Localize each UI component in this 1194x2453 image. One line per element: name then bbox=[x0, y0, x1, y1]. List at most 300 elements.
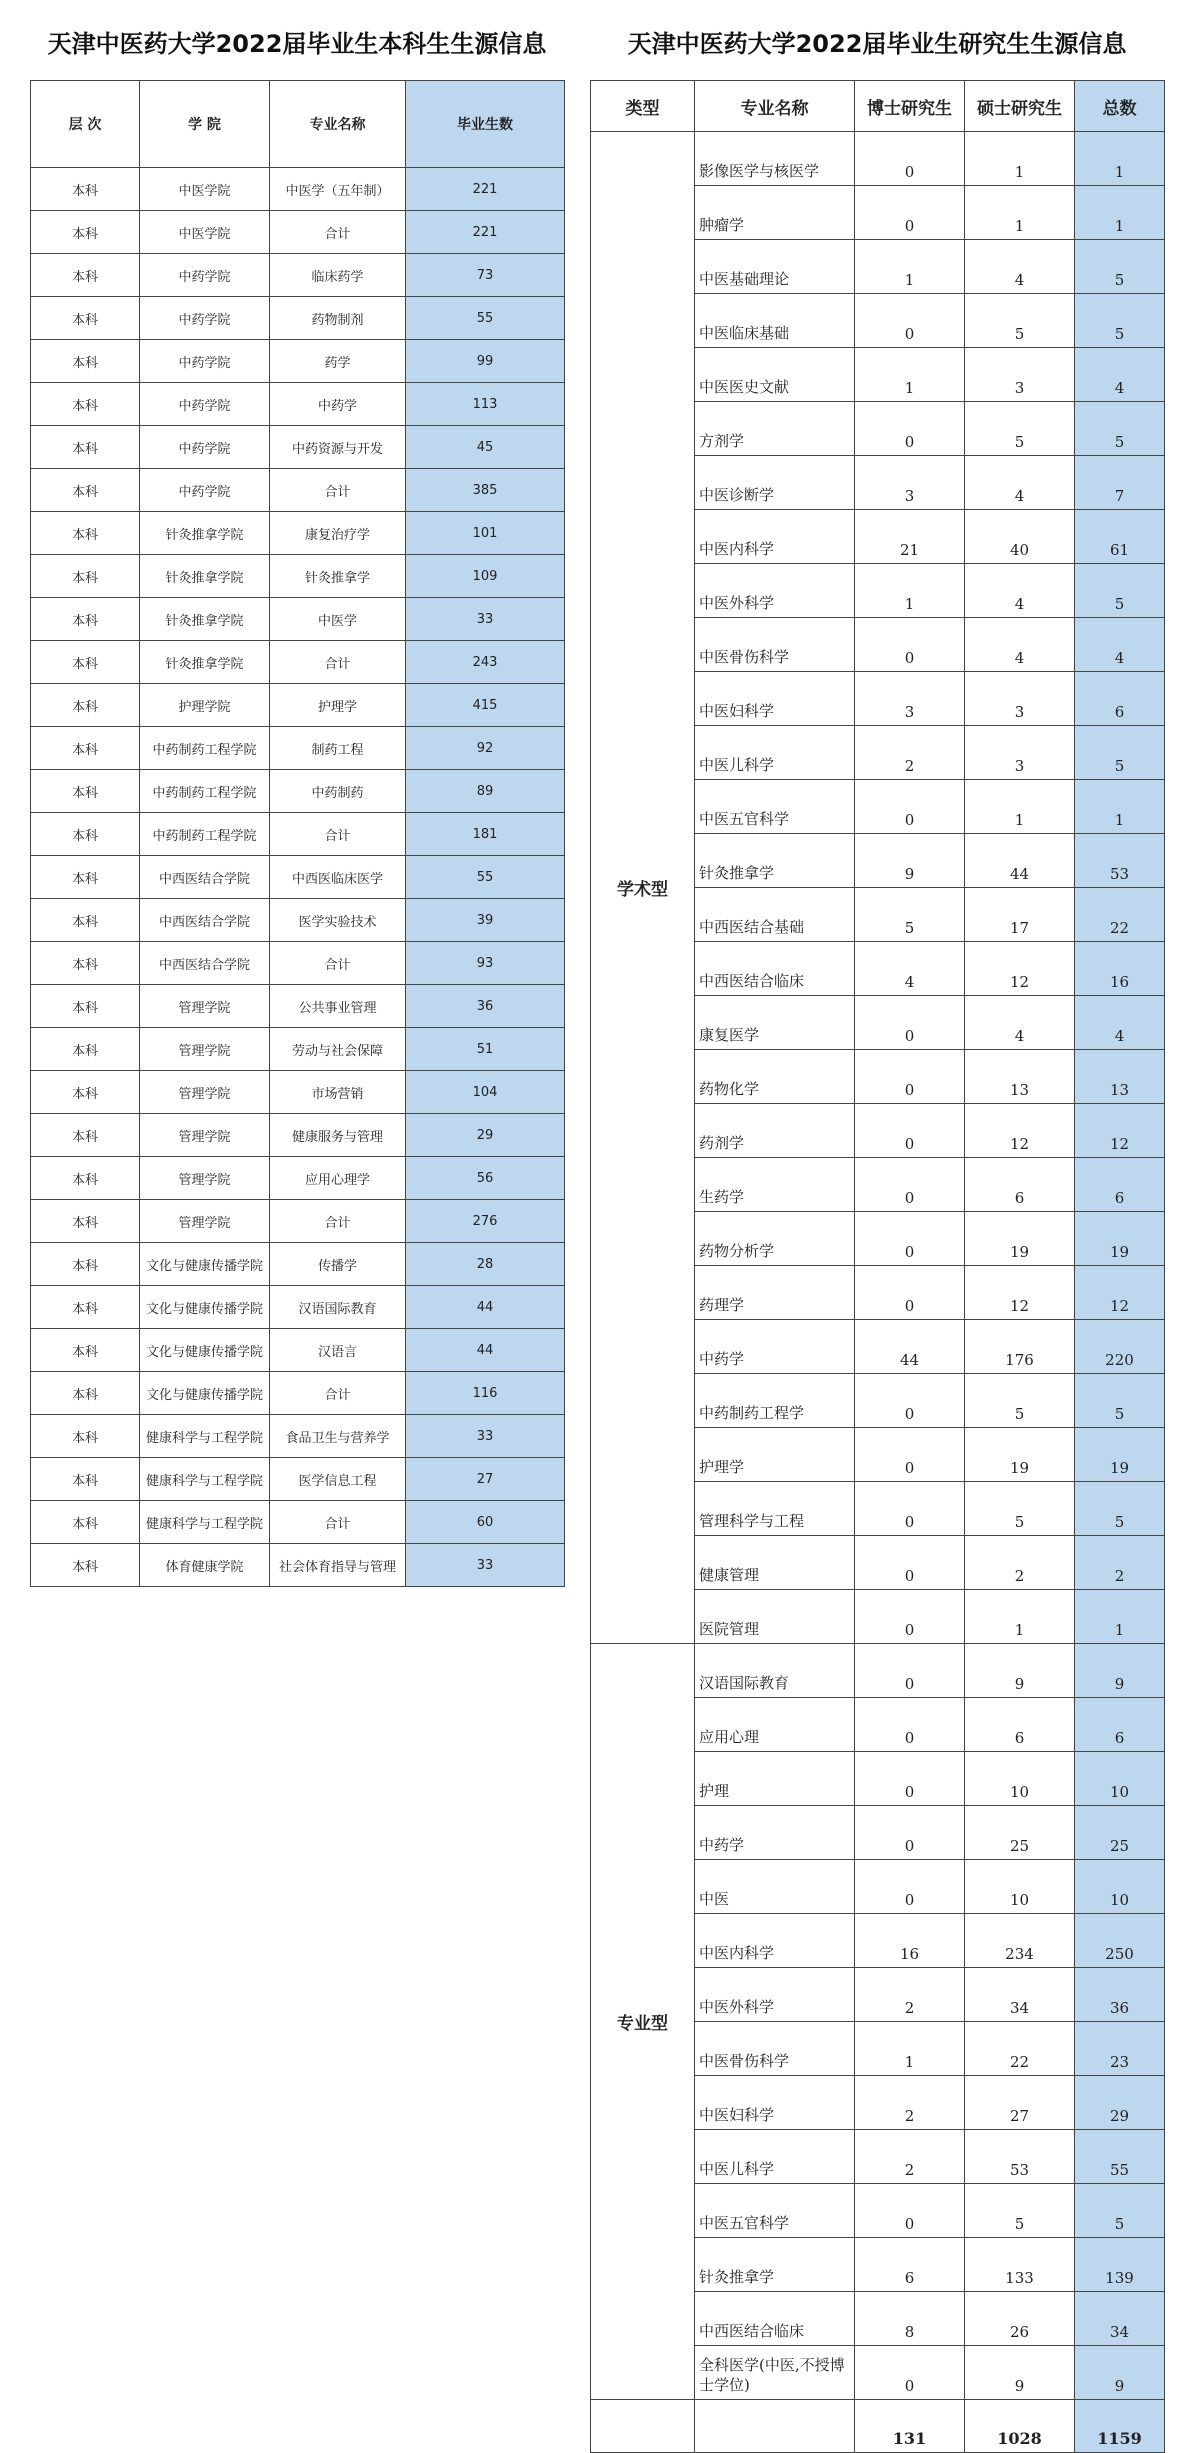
doctoral-cell: 0 bbox=[855, 618, 965, 672]
master-cell: 4 bbox=[965, 564, 1075, 618]
major-cell: 管理科学与工程 bbox=[695, 1482, 855, 1536]
table-row bbox=[31, 512, 565, 555]
major-cell: 合计 bbox=[270, 1501, 406, 1544]
table-row bbox=[31, 770, 565, 813]
total-cell: 6 bbox=[1075, 1158, 1165, 1212]
doctoral-cell: 0 bbox=[855, 780, 965, 834]
total-cell: 5 bbox=[1075, 294, 1165, 348]
totals-major-cell bbox=[695, 2400, 855, 2453]
major-cell: 药剂学 bbox=[695, 1104, 855, 1158]
total-cell: 4 bbox=[1075, 618, 1165, 672]
graduates-cell: 181 bbox=[406, 813, 565, 856]
table-row bbox=[31, 1028, 565, 1071]
college-cell: 中药学院 bbox=[140, 340, 270, 383]
table-row bbox=[31, 1071, 565, 1114]
master-cell: 133 bbox=[965, 2238, 1075, 2292]
college-cell: 中药学院 bbox=[140, 297, 270, 340]
college-cell: 针灸推拿学院 bbox=[140, 641, 270, 684]
level-cell: 本科 bbox=[31, 512, 140, 555]
table-row bbox=[31, 297, 565, 340]
undergrad-header-row bbox=[31, 81, 565, 168]
category-cell: 学术型 bbox=[591, 132, 695, 1644]
graduates-cell: 36 bbox=[406, 985, 565, 1028]
level-cell: 本科 bbox=[31, 942, 140, 985]
graduates-cell: 99 bbox=[406, 340, 565, 383]
graduates-cell: 385 bbox=[406, 469, 565, 512]
total-cell: 5 bbox=[1075, 1482, 1165, 1536]
master-cell: 3 bbox=[965, 348, 1075, 402]
doctoral-cell: 1 bbox=[855, 240, 965, 294]
level-cell: 本科 bbox=[31, 1114, 140, 1157]
total-cell: 10 bbox=[1075, 1860, 1165, 1914]
major-cell: 中药学 bbox=[695, 1806, 855, 1860]
college-cell: 健康科学与工程学院 bbox=[140, 1415, 270, 1458]
doctoral-cell: 0 bbox=[855, 1698, 965, 1752]
doctoral-cell: 0 bbox=[855, 1752, 965, 1806]
major-cell: 药学 bbox=[270, 340, 406, 383]
college-cell: 中西医结合学院 bbox=[140, 899, 270, 942]
level-cell: 本科 bbox=[31, 1028, 140, 1071]
college-cell: 文化与健康传播学院 bbox=[140, 1243, 270, 1286]
major-cell: 劳动与社会保障 bbox=[270, 1028, 406, 1071]
total-cell: 13 bbox=[1075, 1050, 1165, 1104]
total-cell: 22 bbox=[1075, 888, 1165, 942]
doctoral-cell: 0 bbox=[855, 1428, 965, 1482]
master-cell: 176 bbox=[965, 1320, 1075, 1374]
doctoral-cell: 0 bbox=[855, 1536, 965, 1590]
doctoral-cell: 0 bbox=[855, 1104, 965, 1158]
doctoral-cell: 0 bbox=[855, 996, 965, 1050]
major-cell: 传播学 bbox=[270, 1243, 406, 1286]
master-cell: 9 bbox=[965, 1644, 1075, 1698]
doctoral-cell: 1 bbox=[855, 348, 965, 402]
doctoral-cell: 0 bbox=[855, 1806, 965, 1860]
major-cell: 健康管理 bbox=[695, 1536, 855, 1590]
level-cell: 本科 bbox=[31, 340, 140, 383]
graduates-cell: 51 bbox=[406, 1028, 565, 1071]
master-cell: 1 bbox=[965, 186, 1075, 240]
major-cell: 医学信息工程 bbox=[270, 1458, 406, 1501]
table-row bbox=[31, 1243, 565, 1286]
doctoral-cell: 0 bbox=[855, 1266, 965, 1320]
total-cell: 25 bbox=[1075, 1806, 1165, 1860]
header-total: 总数 bbox=[1075, 81, 1165, 132]
graduates-cell: 221 bbox=[406, 168, 565, 211]
major-cell: 健康服务与管理 bbox=[270, 1114, 406, 1157]
graduates-cell: 55 bbox=[406, 297, 565, 340]
level-cell: 本科 bbox=[31, 813, 140, 856]
table-row bbox=[31, 254, 565, 297]
total-cell: 55 bbox=[1075, 2130, 1165, 2184]
major-cell: 合计 bbox=[270, 942, 406, 985]
doctoral-cell: 5 bbox=[855, 888, 965, 942]
undergrad-title: 天津中医药大学2022届毕业生本科生生源信息 bbox=[47, 30, 547, 58]
level-cell: 本科 bbox=[31, 469, 140, 512]
graduates-cell: 33 bbox=[406, 1544, 565, 1587]
major-cell: 生药学 bbox=[695, 1158, 855, 1212]
master-cell: 1 bbox=[965, 132, 1075, 186]
major-cell: 合计 bbox=[270, 469, 406, 512]
college-cell: 中医学院 bbox=[140, 168, 270, 211]
level-cell: 本科 bbox=[31, 727, 140, 770]
graduates-cell: 44 bbox=[406, 1329, 565, 1372]
level-cell: 本科 bbox=[31, 856, 140, 899]
total-cell: 12 bbox=[1075, 1104, 1165, 1158]
major-cell: 中医儿科学 bbox=[695, 2130, 855, 2184]
major-cell: 影像医学与核医学 bbox=[695, 132, 855, 186]
total-cell: 5 bbox=[1075, 1374, 1165, 1428]
doctoral-cell: 0 bbox=[855, 2346, 965, 2400]
total-cell: 5 bbox=[1075, 2184, 1165, 2238]
totals-row bbox=[591, 2400, 1165, 2453]
total-cell: 29 bbox=[1075, 2076, 1165, 2130]
doctoral-cell: 0 bbox=[855, 1158, 965, 1212]
total-cell: 61 bbox=[1075, 510, 1165, 564]
table-row bbox=[31, 469, 565, 512]
graduates-cell: 29 bbox=[406, 1114, 565, 1157]
total-cell: 9 bbox=[1075, 1644, 1165, 1698]
table-row bbox=[31, 684, 565, 727]
master-cell: 234 bbox=[965, 1914, 1075, 1968]
doctoral-cell: 0 bbox=[855, 132, 965, 186]
major-cell: 针灸推拿学 bbox=[695, 2238, 855, 2292]
major-cell: 中西医结合基础 bbox=[695, 888, 855, 942]
major-cell: 中医临床基础 bbox=[695, 294, 855, 348]
doctoral-cell: 1 bbox=[855, 564, 965, 618]
header-master: 硕士研究生 bbox=[965, 81, 1075, 132]
master-cell: 25 bbox=[965, 1806, 1075, 1860]
header-type: 类型 bbox=[591, 81, 695, 132]
totals-total-cell: 1159 bbox=[1075, 2400, 1165, 2453]
total-cell: 23 bbox=[1075, 2022, 1165, 2076]
table-row bbox=[31, 1286, 565, 1329]
table-row bbox=[31, 856, 565, 899]
doctoral-cell: 1 bbox=[855, 2022, 965, 2076]
graduates-cell: 243 bbox=[406, 641, 565, 684]
total-cell: 250 bbox=[1075, 1914, 1165, 1968]
graduates-cell: 27 bbox=[406, 1458, 565, 1501]
master-cell: 3 bbox=[965, 726, 1075, 780]
graduates-cell: 33 bbox=[406, 598, 565, 641]
major-cell: 护理学 bbox=[270, 684, 406, 727]
major-cell: 汉语国际教育 bbox=[270, 1286, 406, 1329]
master-cell: 4 bbox=[965, 240, 1075, 294]
major-cell: 医院管理 bbox=[695, 1590, 855, 1644]
total-cell: 16 bbox=[1075, 942, 1165, 996]
table-row bbox=[591, 1644, 1165, 1698]
graduates-cell: 101 bbox=[406, 512, 565, 555]
level-cell: 本科 bbox=[31, 598, 140, 641]
level-cell: 本科 bbox=[31, 297, 140, 340]
table-row bbox=[31, 555, 565, 598]
level-cell: 本科 bbox=[31, 985, 140, 1028]
master-cell: 2 bbox=[965, 1536, 1075, 1590]
doctoral-cell: 3 bbox=[855, 672, 965, 726]
college-cell: 文化与健康传播学院 bbox=[140, 1329, 270, 1372]
totals-type-cell bbox=[591, 2400, 695, 2453]
college-cell: 管理学院 bbox=[140, 1200, 270, 1243]
master-cell: 44 bbox=[965, 834, 1075, 888]
doctoral-cell: 3 bbox=[855, 456, 965, 510]
level-cell: 本科 bbox=[31, 1329, 140, 1372]
major-cell: 药物制剂 bbox=[270, 297, 406, 340]
major-cell: 中医儿科学 bbox=[695, 726, 855, 780]
table-row bbox=[31, 383, 565, 426]
major-cell: 中医诊断学 bbox=[695, 456, 855, 510]
major-cell: 合计 bbox=[270, 1372, 406, 1415]
master-cell: 12 bbox=[965, 942, 1075, 996]
major-cell: 中药学 bbox=[270, 383, 406, 426]
major-cell: 康复治疗学 bbox=[270, 512, 406, 555]
level-cell: 本科 bbox=[31, 1415, 140, 1458]
table-row bbox=[31, 211, 565, 254]
college-cell: 针灸推拿学院 bbox=[140, 512, 270, 555]
level-cell: 本科 bbox=[31, 1243, 140, 1286]
level-cell: 本科 bbox=[31, 1071, 140, 1114]
major-cell: 中医内科学 bbox=[695, 510, 855, 564]
college-cell: 中药制药工程学院 bbox=[140, 813, 270, 856]
major-cell: 中西医临床医学 bbox=[270, 856, 406, 899]
graduates-cell: 113 bbox=[406, 383, 565, 426]
master-cell: 9 bbox=[965, 2346, 1075, 2400]
doctoral-cell: 21 bbox=[855, 510, 965, 564]
doctoral-cell: 0 bbox=[855, 1212, 965, 1266]
header-level: 层 次 bbox=[31, 81, 140, 168]
level-cell: 本科 bbox=[31, 426, 140, 469]
college-cell: 中药制药工程学院 bbox=[140, 727, 270, 770]
major-cell: 应用心理学 bbox=[270, 1157, 406, 1200]
master-cell: 4 bbox=[965, 456, 1075, 510]
master-cell: 26 bbox=[965, 2292, 1075, 2346]
major-cell: 中医 bbox=[695, 1860, 855, 1914]
totals-doctoral-cell: 131 bbox=[855, 2400, 965, 2453]
major-cell: 护理学 bbox=[695, 1428, 855, 1482]
level-cell: 本科 bbox=[31, 1544, 140, 1587]
major-cell: 中医妇科学 bbox=[695, 2076, 855, 2130]
header-graduates: 毕业生数 bbox=[406, 81, 565, 168]
postgrad-table bbox=[590, 80, 1165, 2453]
major-cell: 中药制药工程学 bbox=[695, 1374, 855, 1428]
table-row bbox=[31, 1200, 565, 1243]
table-row bbox=[31, 1372, 565, 1415]
master-cell: 17 bbox=[965, 888, 1075, 942]
college-cell: 健康科学与工程学院 bbox=[140, 1458, 270, 1501]
total-cell: 5 bbox=[1075, 564, 1165, 618]
graduates-cell: 44 bbox=[406, 1286, 565, 1329]
total-cell: 53 bbox=[1075, 834, 1165, 888]
major-cell: 合计 bbox=[270, 813, 406, 856]
doctoral-cell: 4 bbox=[855, 942, 965, 996]
major-cell: 中药学 bbox=[695, 1320, 855, 1374]
level-cell: 本科 bbox=[31, 770, 140, 813]
total-cell: 4 bbox=[1075, 348, 1165, 402]
doctoral-cell: 0 bbox=[855, 1374, 965, 1428]
master-cell: 4 bbox=[965, 996, 1075, 1050]
master-cell: 22 bbox=[965, 2022, 1075, 2076]
graduates-cell: 73 bbox=[406, 254, 565, 297]
master-cell: 5 bbox=[965, 402, 1075, 456]
college-cell: 中药学院 bbox=[140, 426, 270, 469]
level-cell: 本科 bbox=[31, 555, 140, 598]
master-cell: 19 bbox=[965, 1212, 1075, 1266]
doctoral-cell: 0 bbox=[855, 1590, 965, 1644]
graduates-cell: 116 bbox=[406, 1372, 565, 1415]
level-cell: 本科 bbox=[31, 254, 140, 297]
level-cell: 本科 bbox=[31, 1501, 140, 1544]
major-cell: 肿瘤学 bbox=[695, 186, 855, 240]
major-cell: 食品卫生与营养学 bbox=[270, 1415, 406, 1458]
doctoral-cell: 0 bbox=[855, 186, 965, 240]
graduates-cell: 415 bbox=[406, 684, 565, 727]
total-cell: 6 bbox=[1075, 1698, 1165, 1752]
total-cell: 6 bbox=[1075, 672, 1165, 726]
total-cell: 5 bbox=[1075, 726, 1165, 780]
major-cell: 汉语言 bbox=[270, 1329, 406, 1372]
master-cell: 12 bbox=[965, 1266, 1075, 1320]
total-cell: 1 bbox=[1075, 1590, 1165, 1644]
major-cell: 应用心理 bbox=[695, 1698, 855, 1752]
doctoral-cell: 6 bbox=[855, 2238, 965, 2292]
table-row bbox=[31, 1544, 565, 1587]
totals-master-cell: 1028 bbox=[965, 2400, 1075, 2453]
major-cell: 中医内科学 bbox=[695, 1914, 855, 1968]
master-cell: 12 bbox=[965, 1104, 1075, 1158]
graduates-cell: 221 bbox=[406, 211, 565, 254]
level-cell: 本科 bbox=[31, 168, 140, 211]
major-cell: 中医外科学 bbox=[695, 1968, 855, 2022]
doctoral-cell: 0 bbox=[855, 2184, 965, 2238]
master-cell: 6 bbox=[965, 1698, 1075, 1752]
master-cell: 5 bbox=[965, 1374, 1075, 1428]
college-cell: 中西医结合学院 bbox=[140, 942, 270, 985]
graduates-cell: 39 bbox=[406, 899, 565, 942]
table-row bbox=[31, 727, 565, 770]
master-cell: 27 bbox=[965, 2076, 1075, 2130]
total-cell: 1 bbox=[1075, 186, 1165, 240]
doctoral-cell: 44 bbox=[855, 1320, 965, 1374]
doctoral-cell: 0 bbox=[855, 1482, 965, 1536]
college-cell: 针灸推拿学院 bbox=[140, 598, 270, 641]
major-cell: 中医妇科学 bbox=[695, 672, 855, 726]
header-doctoral: 博士研究生 bbox=[855, 81, 965, 132]
graduates-cell: 60 bbox=[406, 1501, 565, 1544]
graduates-cell: 45 bbox=[406, 426, 565, 469]
major-cell: 合计 bbox=[270, 1200, 406, 1243]
total-cell: 139 bbox=[1075, 2238, 1165, 2292]
major-cell: 中医骨伤科学 bbox=[695, 618, 855, 672]
master-cell: 53 bbox=[965, 2130, 1075, 2184]
doctoral-cell: 9 bbox=[855, 834, 965, 888]
doctoral-cell: 0 bbox=[855, 294, 965, 348]
major-cell: 合计 bbox=[270, 211, 406, 254]
major-cell: 全科医学(中医,不授博士学位) bbox=[695, 2346, 855, 2400]
major-cell: 中医学 bbox=[270, 598, 406, 641]
major-cell: 合计 bbox=[270, 641, 406, 684]
postgrad-title: 天津中医药大学2022届毕业生研究生生源信息 bbox=[627, 30, 1127, 58]
total-cell: 7 bbox=[1075, 456, 1165, 510]
level-cell: 本科 bbox=[31, 1286, 140, 1329]
doctoral-cell: 2 bbox=[855, 2076, 965, 2130]
total-cell: 4 bbox=[1075, 996, 1165, 1050]
level-cell: 本科 bbox=[31, 1458, 140, 1501]
college-cell: 管理学院 bbox=[140, 985, 270, 1028]
level-cell: 本科 bbox=[31, 1157, 140, 1200]
total-cell: 34 bbox=[1075, 2292, 1165, 2346]
graduates-cell: 92 bbox=[406, 727, 565, 770]
table-row bbox=[31, 1415, 565, 1458]
major-cell: 中医五官科学 bbox=[695, 780, 855, 834]
college-cell: 中医学院 bbox=[140, 211, 270, 254]
level-cell: 本科 bbox=[31, 899, 140, 942]
graduates-cell: 56 bbox=[406, 1157, 565, 1200]
major-cell: 针灸推拿学 bbox=[695, 834, 855, 888]
level-cell: 本科 bbox=[31, 1200, 140, 1243]
table-row bbox=[31, 598, 565, 641]
level-cell: 本科 bbox=[31, 684, 140, 727]
master-cell: 1 bbox=[965, 780, 1075, 834]
doctoral-cell: 0 bbox=[855, 1644, 965, 1698]
major-cell: 中医骨伤科学 bbox=[695, 2022, 855, 2076]
total-cell: 1 bbox=[1075, 780, 1165, 834]
graduates-cell: 55 bbox=[406, 856, 565, 899]
college-cell: 健康科学与工程学院 bbox=[140, 1501, 270, 1544]
graduates-cell: 33 bbox=[406, 1415, 565, 1458]
header-major: 专业名称 bbox=[695, 81, 855, 132]
master-cell: 5 bbox=[965, 1482, 1075, 1536]
category-cell: 专业型 bbox=[591, 1644, 695, 2400]
table-row bbox=[591, 132, 1165, 186]
doctoral-cell: 2 bbox=[855, 2130, 965, 2184]
major-cell: 中医基础理论 bbox=[695, 240, 855, 294]
major-cell: 方剂学 bbox=[695, 402, 855, 456]
college-cell: 中药制药工程学院 bbox=[140, 770, 270, 813]
major-cell: 药理学 bbox=[695, 1266, 855, 1320]
table-row bbox=[31, 985, 565, 1028]
major-cell: 中西医结合临床 bbox=[695, 2292, 855, 2346]
total-cell: 12 bbox=[1075, 1266, 1165, 1320]
table-row bbox=[31, 641, 565, 684]
master-cell: 5 bbox=[965, 2184, 1075, 2238]
major-cell: 针灸推拿学 bbox=[270, 555, 406, 598]
total-cell: 2 bbox=[1075, 1536, 1165, 1590]
major-cell: 医学实验技术 bbox=[270, 899, 406, 942]
total-cell: 19 bbox=[1075, 1212, 1165, 1266]
college-cell: 中药学院 bbox=[140, 254, 270, 297]
table-row bbox=[31, 899, 565, 942]
total-cell: 9 bbox=[1075, 2346, 1165, 2400]
graduates-cell: 93 bbox=[406, 942, 565, 985]
master-cell: 1 bbox=[965, 1590, 1075, 1644]
major-cell: 中西医结合临床 bbox=[695, 942, 855, 996]
level-cell: 本科 bbox=[31, 211, 140, 254]
college-cell: 中西医结合学院 bbox=[140, 856, 270, 899]
total-cell: 1 bbox=[1075, 132, 1165, 186]
total-cell: 19 bbox=[1075, 1428, 1165, 1482]
table-row bbox=[31, 1329, 565, 1372]
table-row bbox=[31, 1114, 565, 1157]
table-row bbox=[31, 1501, 565, 1544]
college-cell: 管理学院 bbox=[140, 1114, 270, 1157]
college-cell: 管理学院 bbox=[140, 1028, 270, 1071]
college-cell: 中药学院 bbox=[140, 383, 270, 426]
table-row bbox=[31, 813, 565, 856]
total-cell: 5 bbox=[1075, 240, 1165, 294]
table-row bbox=[31, 340, 565, 383]
college-cell: 管理学院 bbox=[140, 1157, 270, 1200]
college-cell: 体育健康学院 bbox=[140, 1544, 270, 1587]
master-cell: 40 bbox=[965, 510, 1075, 564]
major-cell: 药物化学 bbox=[695, 1050, 855, 1104]
